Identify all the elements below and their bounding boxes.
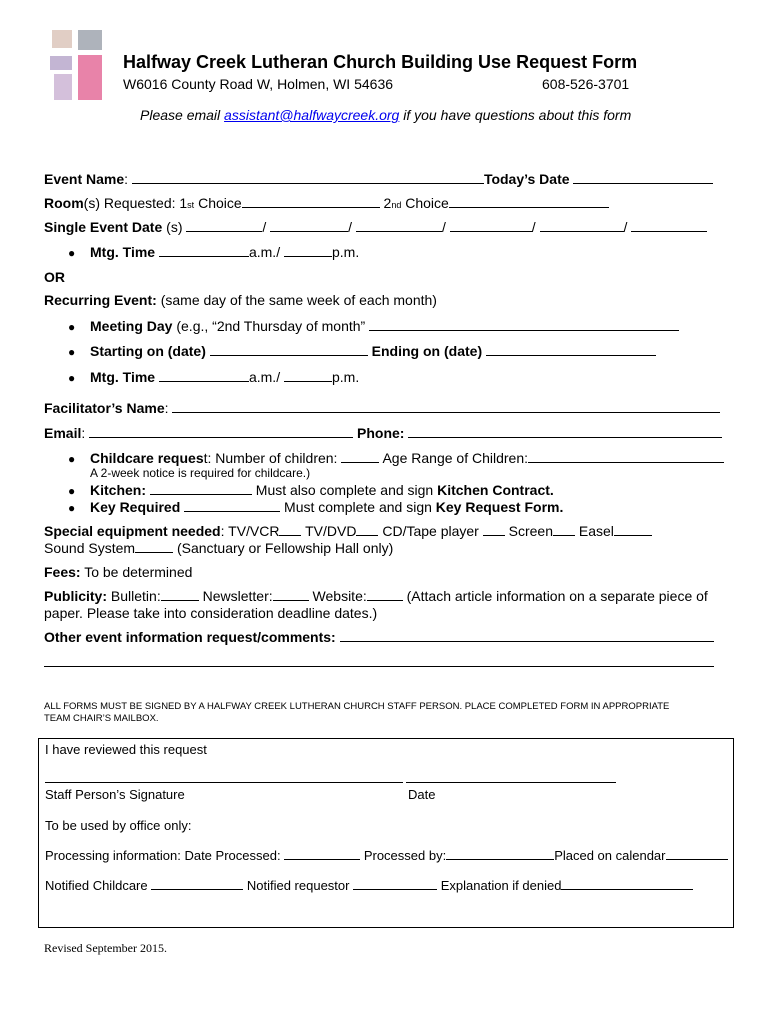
processing-row: [45, 848, 728, 863]
processing-label: Processing information: Date Processed:: [45, 848, 281, 863]
room-label-rest: (s) Requested: 1: [83, 195, 188, 211]
sound-field[interactable]: [135, 540, 173, 553]
meeting-day-row: [90, 318, 679, 334]
other-row: [44, 629, 714, 645]
form-title: Halfway Creek Lutheran Church Building Use Request Form: [123, 52, 638, 72]
single-am-field[interactable]: [159, 244, 249, 257]
choice2-number: 2: [383, 195, 392, 211]
comments-line-2[interactable]: [44, 666, 714, 667]
starting-date-field[interactable]: [210, 343, 368, 356]
other-field[interactable]: [340, 629, 714, 642]
single-date-1[interactable]: [186, 219, 262, 232]
notified-requestor-field[interactable]: [353, 878, 437, 890]
signature-line[interactable]: [45, 782, 403, 783]
website-field[interactable]: [367, 588, 403, 601]
recurring-row: [44, 292, 437, 308]
church-address: W6016 County Road W, Holmen, WI 54636: [123, 76, 394, 92]
single-date-3[interactable]: [356, 219, 442, 232]
revised-date: Revised September 2015.: [44, 941, 167, 955]
church-phone: 608-526-3701: [542, 76, 630, 92]
newsletter-field[interactable]: [273, 588, 309, 601]
calendar-field[interactable]: [666, 848, 728, 860]
notified-requestor-label: Notified requestor: [246, 878, 350, 893]
facilitator-field[interactable]: [172, 400, 720, 413]
equipment-row: [44, 523, 652, 539]
calendar-label: Placed on calendar: [554, 848, 666, 863]
kitchen-label: Kitchen:: [90, 482, 146, 498]
bulletin-label: Bulletin:: [107, 588, 161, 604]
fees-row: [44, 564, 192, 580]
tvdvd-field[interactable]: [356, 523, 378, 536]
am-label: a.m./: [248, 244, 281, 260]
key-request-form: Key Request Form.: [435, 499, 564, 515]
date-processed-field[interactable]: [284, 848, 360, 860]
single-event-label: Single Event Date: [44, 219, 163, 235]
staff-office-box: [38, 738, 734, 928]
kitchen-field[interactable]: [150, 482, 252, 495]
age-range-field[interactable]: [528, 450, 724, 463]
date-label: Date: [408, 787, 436, 802]
reviewed-label: I have reviewed this request: [45, 742, 207, 757]
processed-by-field[interactable]: [446, 848, 554, 860]
fees-value: To be determined: [84, 564, 193, 580]
childcare-number-field[interactable]: [341, 450, 379, 463]
key-instruction: Must complete and sign: [284, 499, 432, 515]
email-link[interactable]: assistant@halfwaycreek.org: [224, 107, 400, 123]
room-choice2-field[interactable]: [449, 195, 609, 208]
notice-line-2: TEAM CHAIR’S MAILBOX.: [44, 713, 159, 724]
childcare-note: A 2-week notice is required for childcare.): [90, 466, 311, 480]
starting-label: Starting on (date): [90, 343, 206, 359]
childcare-label: Childcare reques: [90, 450, 204, 466]
ending-label: Ending on (date): [371, 343, 483, 359]
key-row: [90, 499, 563, 515]
bullet-icon: ●: [68, 345, 76, 359]
nd-suffix: nd: [391, 200, 402, 210]
meeting-day-example: (e.g., “2nd Thursday of month”: [172, 318, 366, 334]
pm-label: p.m.: [331, 244, 360, 260]
screen-label: Screen: [508, 523, 553, 539]
recurring-pm-field[interactable]: [284, 369, 332, 382]
key-label: Key Required: [90, 499, 181, 515]
website-label: Website:: [312, 588, 367, 604]
notified-childcare-label: Notified Childcare: [45, 878, 148, 893]
event-name-row: Event Name: Today’s Date: [44, 171, 713, 187]
notified-row: [45, 878, 693, 893]
or-label: OR: [44, 269, 65, 285]
choice1-label: Choice: [194, 195, 242, 211]
single-date-6[interactable]: [631, 219, 707, 232]
cdtape-field[interactable]: [483, 523, 505, 536]
easel-label: Easel: [578, 523, 614, 539]
email-suffix: if you have questions about this form: [403, 107, 632, 123]
event-name-field[interactable]: [132, 171, 484, 184]
attach-note: (Attach article information on a separate piece of: [406, 588, 708, 604]
key-field[interactable]: [184, 499, 280, 512]
am-label: a.m./: [248, 369, 281, 385]
room-row: [44, 195, 609, 211]
facilitator-label: Facilitator’s Name: [44, 400, 165, 416]
explanation-field[interactable]: [561, 878, 693, 890]
contact-row: Email: Phone:: [44, 425, 722, 441]
cdtape-label: CD/Tape player: [382, 523, 479, 539]
screen-field[interactable]: [553, 523, 575, 536]
tvvcr-field[interactable]: [279, 523, 301, 536]
email-label: Email: [44, 425, 82, 441]
age-range-label: Age Range of Children:: [382, 450, 529, 466]
office-only-label: To be used by office only:: [45, 818, 192, 833]
notified-childcare-field[interactable]: [151, 878, 243, 890]
room-label: Room: [44, 195, 84, 211]
bullet-icon: ●: [68, 320, 76, 334]
publicity-label: Publicity:: [44, 588, 108, 604]
single-pm-field[interactable]: [284, 244, 332, 257]
childcare-children-label: t: Number of children:: [203, 450, 338, 466]
kitchen-instruction: Must also complete and sign: [255, 482, 434, 498]
st-suffix: st: [187, 200, 195, 210]
recurring-desc: (same day of the same week of each month): [156, 292, 437, 308]
email-field[interactable]: [89, 425, 353, 438]
easel-field[interactable]: [614, 523, 652, 536]
room-choice1-field[interactable]: [242, 195, 380, 208]
church-logo: [46, 26, 108, 106]
start-end-row: [90, 343, 656, 359]
bullet-icon: ●: [68, 246, 76, 260]
single-event-s: (s): [162, 219, 183, 235]
sound-label: Sound System: [44, 540, 136, 556]
bulletin-field[interactable]: [161, 588, 199, 601]
explanation-label: Explanation if denied: [440, 878, 562, 893]
bullet-icon: ●: [68, 371, 76, 385]
phone-field[interactable]: [408, 425, 722, 438]
single-date-4[interactable]: [450, 219, 532, 232]
email-instruction: [140, 107, 631, 123]
choice2-label: Choice: [401, 195, 449, 211]
bullet-icon: ●: [68, 501, 76, 515]
publicity-row: [44, 588, 708, 604]
equipment-label: Special equipment needed: [44, 523, 221, 539]
ending-date-field[interactable]: [486, 343, 656, 356]
single-date-5[interactable]: [540, 219, 624, 232]
other-label: Other event information request/comments:: [44, 629, 336, 645]
todays-date-field[interactable]: [573, 171, 713, 184]
email-prefix: Please email: [140, 107, 221, 123]
todays-date-label: Today’s Date: [483, 171, 570, 187]
mtg-time-label: Mtg. Time: [90, 369, 156, 385]
mtg-time-label: Mtg. Time: [90, 244, 156, 260]
date-line[interactable]: [406, 782, 616, 783]
meeting-day-label: Meeting Day: [90, 318, 173, 334]
recurring-mtg-time-row: [90, 369, 359, 385]
facilitator-row: Facilitator’s Name:: [44, 400, 720, 416]
kitchen-contract: Kitchen Contract.: [437, 482, 554, 498]
recurring-am-field[interactable]: [159, 369, 249, 382]
kitchen-row: [90, 482, 554, 498]
single-event-row: Single Event Date (s) / / / / /: [44, 219, 707, 235]
tvvcr-label: : TV/VCR: [220, 523, 280, 539]
sound-note: (Sanctuary or Fellowship Hall only): [176, 540, 394, 556]
single-mtg-time-row: [90, 244, 359, 260]
processed-by-label: Processed by:: [363, 848, 447, 863]
attach-note-2: paper. Please take into consideration deadline dates.): [44, 605, 378, 621]
signature-label: Staff Person’s Signature: [45, 787, 185, 802]
fees-label: Fees:: [44, 564, 81, 580]
sound-row: [44, 540, 393, 556]
phone-label: Phone:: [357, 425, 405, 441]
event-name-label: Event Name: [44, 171, 125, 187]
meeting-day-field[interactable]: [369, 318, 679, 331]
tvdvd-label: TV/DVD: [305, 523, 357, 539]
bullet-icon: ●: [68, 484, 76, 498]
newsletter-label: Newsletter:: [202, 588, 273, 604]
single-date-2[interactable]: [270, 219, 348, 232]
bullet-icon: ●: [68, 452, 76, 466]
recurring-label: Recurring Event:: [44, 292, 157, 308]
childcare-row: [90, 450, 724, 466]
pm-label: p.m.: [331, 369, 360, 385]
notice-line-1: ALL FORMS MUST BE SIGNED BY A HALFWAY CREEK LUTHERAN CHURCH STAFF PERSON. PLACE COMPLETED FORM IN APPROPRIATE: [44, 701, 670, 712]
